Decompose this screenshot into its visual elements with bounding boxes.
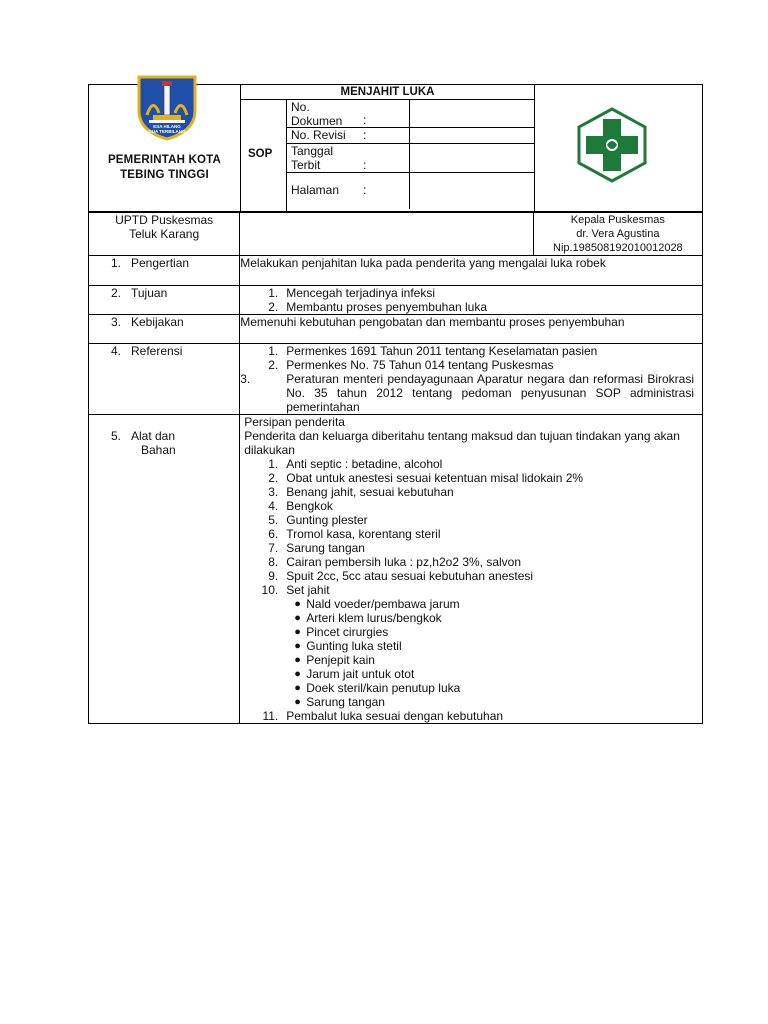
label-kebijakan (89, 315, 240, 344)
meta-value-tanggal (409, 144, 410, 172)
list-item: 3. Peraturan menteri pendayagunaan Aparatur negara dan reformasi Birokrasi No. 35 tahun 2012 tentang pedoman penyusunan SOP administrasi pemerintahan (240, 372, 694, 414)
section-label: Referensi (131, 344, 183, 358)
row-tujuan (89, 286, 703, 315)
bullet-icon: ● (294, 612, 301, 624)
document-meta (287, 100, 534, 209)
bullet-icon: ● (294, 640, 301, 652)
list-item: 10. Set jahit (261, 583, 330, 597)
bullet-item: ● Jarum jait untuk otot (294, 667, 415, 681)
list-item: 2. Membantu proses penyembuhan luka (268, 300, 488, 314)
sop-content-table (88, 212, 703, 724)
meta-colon: : (363, 158, 367, 172)
bullet-icon: ● (294, 668, 301, 680)
row-alat-bahan (89, 415, 703, 724)
crest-motto-2: DUA TERBILANG (148, 129, 186, 134)
head-nip: Nip.198508192010012028 (553, 242, 683, 254)
list-item: 4. Bengkok (268, 499, 333, 513)
org-blank-cell (240, 213, 533, 256)
government-cell (89, 85, 241, 211)
label-alat-bahan (89, 415, 240, 724)
section-label-2: Bahan (141, 443, 176, 457)
bullet-icon: ● (294, 682, 301, 694)
meta-value-dokumen (409, 100, 410, 127)
bullet-icon: ● (294, 696, 301, 708)
bullet-icon: ● (294, 598, 301, 610)
section-label: Tujuan (131, 286, 168, 300)
head-cell (533, 213, 702, 256)
list-item: 1. Mencegah terjadinya infeksi (268, 286, 435, 300)
content-referensi (240, 344, 703, 415)
head-name: dr. Vera Agustina (576, 228, 660, 240)
bullet-item: ● Nald voeder/pembawa jarum (294, 597, 460, 611)
intro-persiapan: Persipan penderita (244, 415, 345, 429)
row-kebijakan (89, 315, 703, 344)
head-title: Kepala Puskesmas (570, 214, 665, 226)
sop-title: MENJAHIT LUKA (241, 85, 534, 100)
content-tujuan (240, 286, 703, 315)
section-label: Kebijakan (131, 315, 184, 329)
unit-cell (89, 213, 240, 256)
sop-label-cell (241, 100, 287, 211)
intro-penderita: Penderita dan keluarga diberitahu tentang maksud dan tujuan tindakan yang akan dilakukan (244, 429, 680, 457)
section-number: 3. (110, 315, 121, 329)
meta-label-dokumen: No. Dokumen (291, 100, 343, 128)
bullet-icon: ● (294, 626, 301, 638)
list-item: 2. Permenkes No. 75 Tahun 014 tentang Puskesmas (268, 358, 554, 372)
list-item: 6. Tromol kasa, korentang steril (268, 527, 441, 541)
bullet-item: ● Doek steril/kain penutup luka (294, 681, 461, 695)
puskesmas-logo-cell (534, 85, 704, 211)
meta-colon: : (363, 183, 367, 197)
section-label: Alat dan (131, 429, 176, 443)
row-pengertian (89, 256, 703, 286)
section-label: Pengertian (131, 256, 190, 270)
bullet-item: ● Gunting luka stetil (294, 639, 402, 653)
label-tujuan (89, 286, 240, 315)
list-item: 1. Anti septic : betadine, alcohol (268, 457, 443, 471)
meta-label-tanggal: Tanggal Terbit (291, 144, 334, 172)
sop-label: SOP (248, 148, 273, 160)
bullet-item: ● Pincet cirurgies (294, 625, 389, 639)
list-item: 7. Sarung tangan (268, 541, 365, 555)
org-row (89, 213, 703, 256)
meta-colon: : (363, 128, 367, 142)
list-item: 1. Permenkes 1691 Tahun 2011 tentang Keselamatan pasien (268, 344, 598, 358)
meta-row-dokumen (287, 100, 534, 128)
list-item: 2. Obat untuk anestesi sesuai ketentuan misal lidokain 2% (268, 471, 584, 485)
puskesmas-logo-icon (577, 107, 647, 183)
meta-label-halaman: Halaman (291, 183, 340, 197)
list-item: 11. Pembalut luka sesuai dengan kebutuhan (262, 709, 504, 723)
content-pengertian: Melakukan penjahitan luka pada penderita yang mengalai luka robek (240, 256, 703, 286)
government-name: PEMERINTAH KOTA TEBING TINGGI (107, 154, 222, 181)
bullet-icon: ● (294, 654, 301, 666)
sop-header (88, 84, 703, 212)
content-kebijakan: Memenuhi kebutuhan pengobatan dan membantu proses penyembuhan (240, 315, 703, 344)
crest-motto-1: ESA HILANG (153, 124, 181, 129)
list-item: 8. Cairan pembersih luka : pz,h2o2 3%, salvon (268, 555, 522, 569)
sop-document (88, 84, 703, 724)
meta-row-revisi (287, 128, 534, 144)
row-referensi (89, 344, 703, 415)
section-number: 5. (110, 429, 121, 443)
section-number: 4. (110, 344, 121, 358)
bullet-item: ● Penjepit kain (294, 653, 375, 667)
label-referensi (89, 344, 240, 415)
section-number: 2. (110, 286, 121, 300)
list-item: 3. Benang jahit, sesuai kebutuhan (268, 485, 454, 499)
unit-name: UPTD Puskesmas Teluk Karang (115, 213, 214, 241)
meta-label-revisi: No. Revisi (291, 128, 346, 142)
section-number: 1. (110, 256, 121, 270)
bullet-item: ● Arteri klem lurus/bengkok (294, 611, 442, 625)
meta-colon: : (363, 113, 367, 127)
list-item: 5. Gunting plester (268, 513, 368, 527)
set-jahit-list (240, 597, 684, 709)
list-item: 9. Spuit 2cc, 5cc atau sesuai kebutuhan anestesi (268, 569, 534, 583)
label-pengertian (89, 256, 240, 286)
meta-row-tanggal (287, 144, 534, 173)
city-crest-icon (133, 73, 201, 141)
meta-row-halaman (287, 173, 534, 209)
bullet-item: ● Sarung tangan (294, 695, 385, 709)
meta-value-halaman (409, 173, 410, 209)
meta-value-revisi (409, 128, 410, 143)
content-alat-bahan (240, 415, 703, 724)
